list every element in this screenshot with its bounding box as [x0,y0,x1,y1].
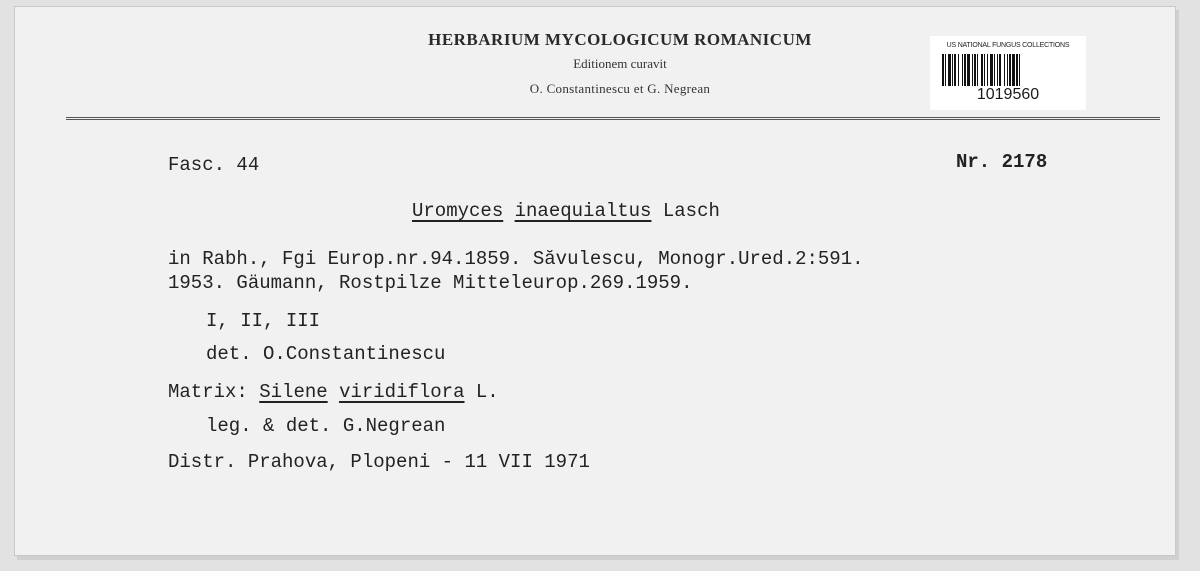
fascicle-number: Fasc. 44 [168,154,260,176]
taxon-name [412,200,720,222]
host-genus: Silene [259,381,328,403]
barcode-sticker [930,36,1086,110]
barcode-icon [942,54,1076,86]
barcode-number: 1019560 [976,86,1040,103]
host-author: L. [475,381,499,403]
editors-line: O. Constantinescu et G. Negrean [529,81,711,96]
taxon-genus: Uromyces [412,200,504,222]
citation-line-1: in Rabh., Fgi Europ.nr.94.1859. Săvulescu, Monogr.Ured.2:591. [168,248,864,270]
editionem-line: Editionem curavit [573,56,667,71]
distribution-line: Distr. Prahova, Plopeni - 11 VII 1971 [168,451,590,473]
collector-line: leg. & det. G.Negrean [206,415,446,437]
header-divider [66,117,1160,120]
taxon-author: Lasch [662,200,720,222]
exsiccata-number: Nr. 2178 [956,151,1048,173]
citation-line-2: 1953. Gäumann, Rostpilze Mitteleurop.269.1959. [168,272,693,294]
matrix-label: Matrix: [168,381,248,403]
determiner-line: det. O.Constantinescu [206,343,446,365]
spore-stages: I, II, III [206,310,321,332]
taxon-species: inaequialtus [514,200,652,222]
barcode-collection-name: US NATIONAL FUNGUS COLLECTIONS [946,42,1070,49]
host-species: viridiflora [339,381,465,403]
matrix-line [168,381,499,403]
herbarium-title: HERBARIUM MYCOLOGICUM ROMANICUM [428,30,812,49]
